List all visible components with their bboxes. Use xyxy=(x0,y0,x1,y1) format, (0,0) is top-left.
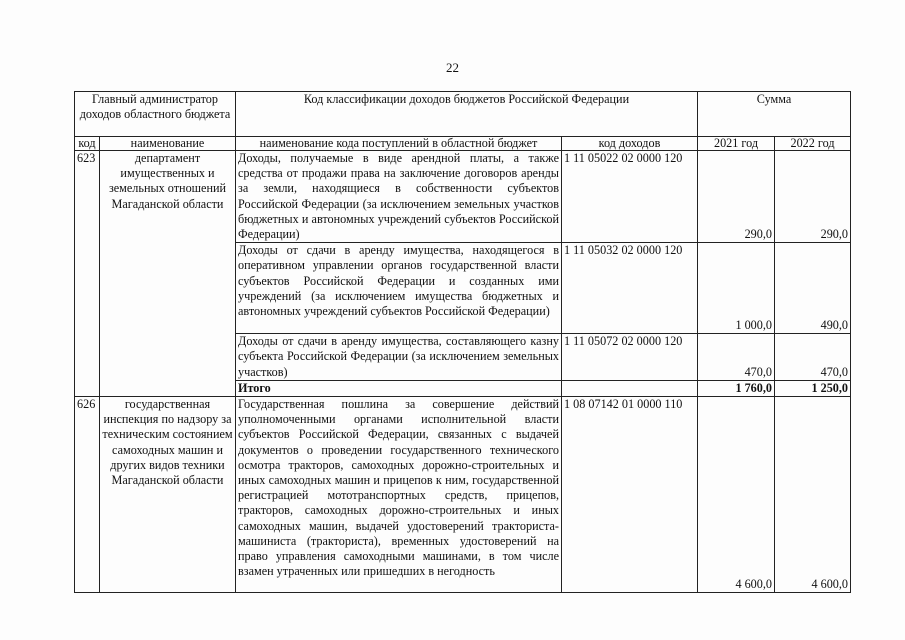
total-2021: 1 760,0 xyxy=(698,380,775,396)
page-number: 22 xyxy=(446,60,459,75)
col-code-header: код xyxy=(75,137,100,151)
amount-2021: 1 000,0 xyxy=(698,243,775,334)
amount-2022: 290,0 xyxy=(775,151,851,243)
col-name-header: наименование xyxy=(100,137,236,151)
income-code: 1 08 07142 01 0000 110 xyxy=(562,397,698,593)
col-2022-header: 2022 год xyxy=(775,137,851,151)
admin-code: 623 xyxy=(75,151,100,397)
receipt-description: Доходы от сдачи в аренду имущества, составляющего казну субъекта Российской Федерации (за исключением земельных участков) xyxy=(236,334,562,381)
amount-2022: 470,0 xyxy=(775,334,851,381)
receipt-description: Доходы от сдачи в аренду имущества, находящегося в оперативном управлении органов государственной власти субъектов Российской Федерации и созданных ими учреждений (за исключением имущества бюджетных и автономных учреждений субъектов Российской Федерации) xyxy=(236,243,562,334)
col-2021-header: 2021 год xyxy=(698,137,775,151)
header-sum: Сумма xyxy=(698,92,851,137)
income-code: 1 11 05022 02 0000 120 xyxy=(562,151,698,243)
admin-name: департамент имущественных и земельных отношений Магаданской области xyxy=(100,151,236,397)
amount-2021: 470,0 xyxy=(698,334,775,381)
income-code: 1 11 05032 02 0000 120 xyxy=(562,243,698,334)
col-receipt-name-header: наименование кода поступлений в областной бюджет xyxy=(236,137,562,151)
receipt-description: Государственная пошлина за совершение действий уполномоченными органами исполнительной власти субъектов Российской Федерации, связанных с выдачей документов о проведении государственного технического осмотра тракторов, самоходных дорожно-строительных и иных самоходных машин и прицепов к ним, государственной регистрацией мототранспортных средств, прицепов, тракторов, самоходных дорожно-строительных и иных самоходных машин, выдачей удостоверений тракториста-машиниста (тракториста), временных удостоверений на право управления самоходными машинами, в том числе взамен утраченных или пришедших в негодность xyxy=(236,397,562,593)
table-row xyxy=(75,397,851,593)
amount-2022: 490,0 xyxy=(775,243,851,334)
revenue-table xyxy=(74,91,851,593)
income-code: 1 11 05072 02 0000 120 xyxy=(562,334,698,381)
header-admin: Главный администратор доходов областного бюджета xyxy=(75,92,236,137)
col-income-code-header: код доходов xyxy=(562,137,698,151)
receipt-description: Доходы, получаемые в виде арендной платы, а также средства от продажи права на заключение договоров аренды за земли, находящиеся в собственности субъектов Российской Федерации (за исключением земельных участков бюджетных и автономных учреждений субъектов Российской Федерации) xyxy=(236,151,562,243)
total-2022: 1 250,0 xyxy=(775,380,851,396)
amount-2021: 290,0 xyxy=(698,151,775,243)
total-label: Итого xyxy=(236,380,562,396)
header-classification: Код классификации доходов бюджетов Российской Федерации xyxy=(236,92,698,137)
amount-2021: 4 600,0 xyxy=(698,397,775,593)
table-row xyxy=(75,151,851,243)
admin-code: 626 xyxy=(75,397,100,593)
admin-name: государственная инспекция по надзору за техническим состоянием самоходных машин и других видов техники Магаданской области xyxy=(100,397,236,593)
amount-2022: 4 600,0 xyxy=(775,397,851,593)
